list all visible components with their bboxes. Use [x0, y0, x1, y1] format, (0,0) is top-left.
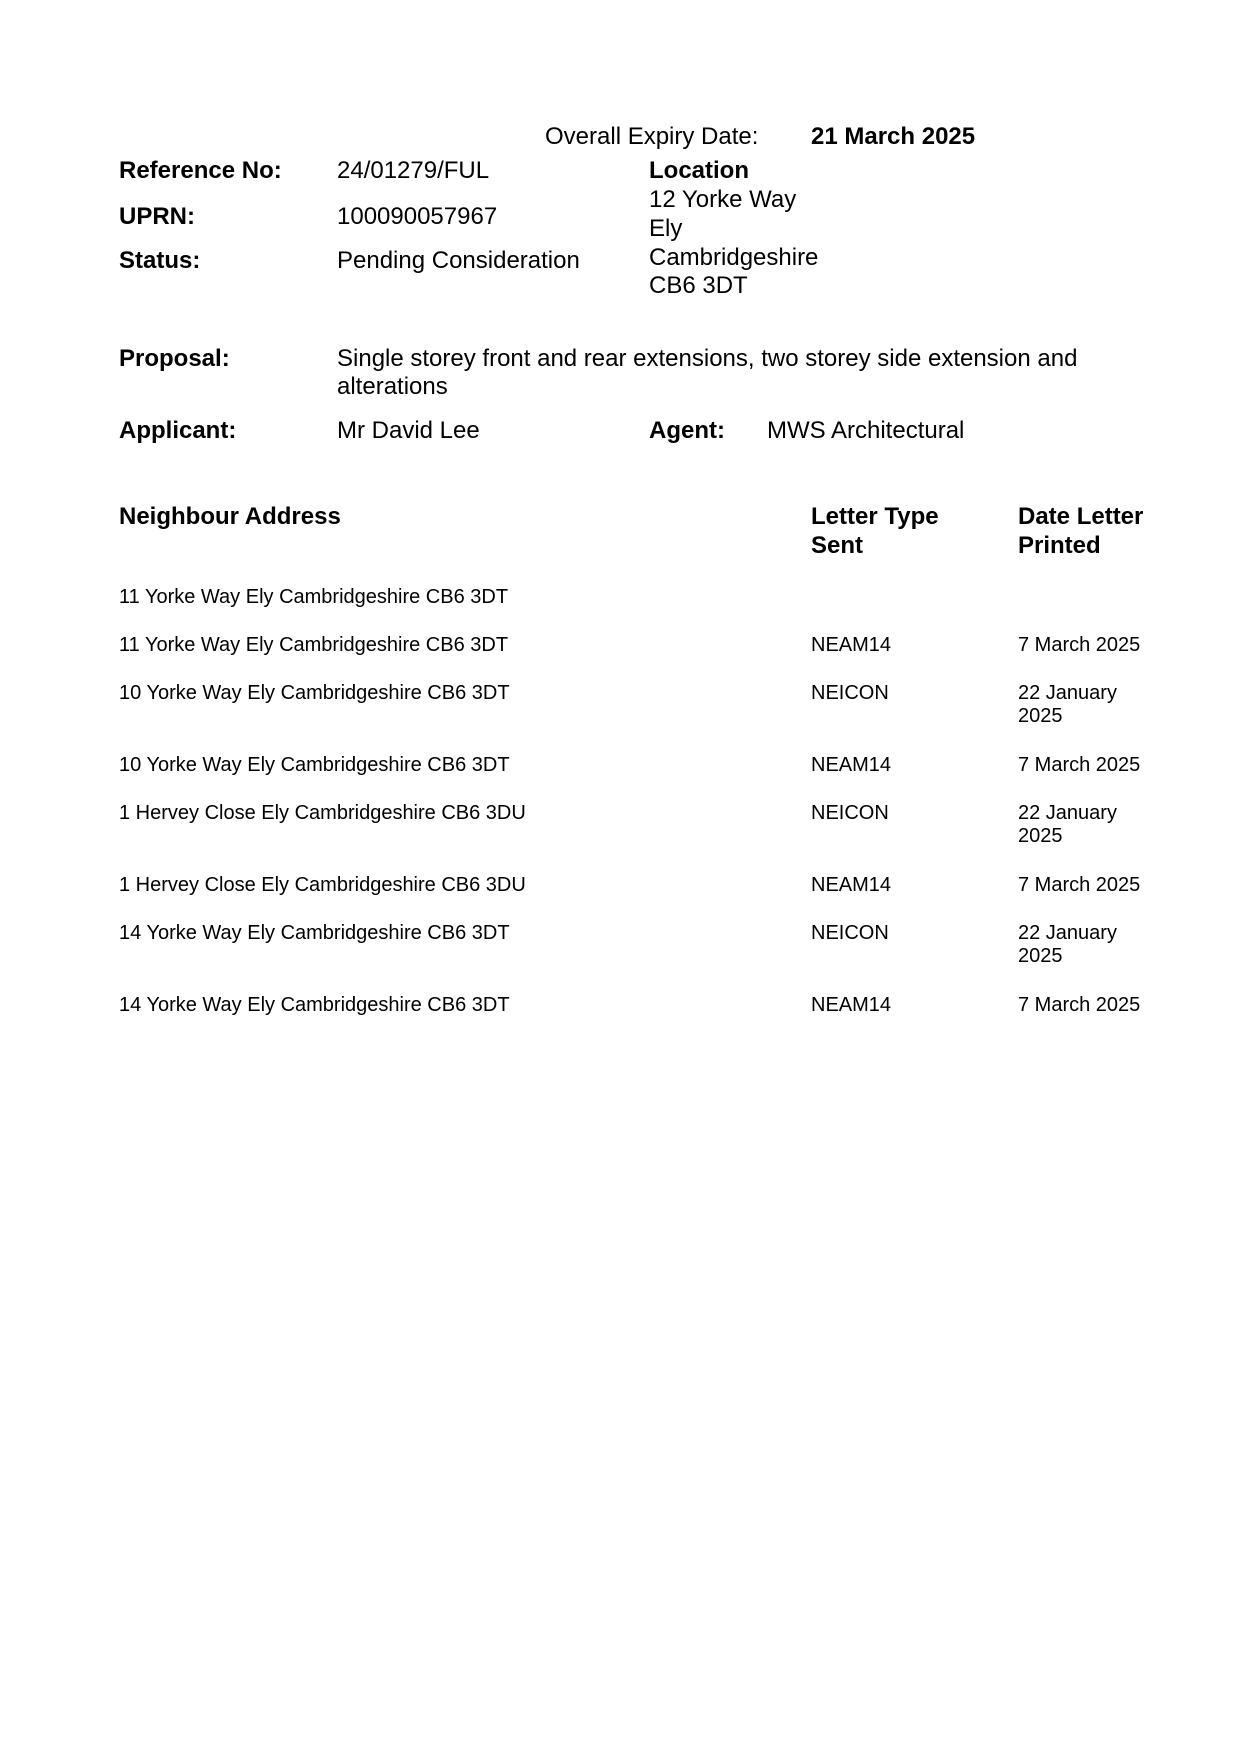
reference-label: Reference No: — [119, 157, 282, 184]
row-address: 14 Yorke Way Ely Cambridgeshire CB6 3DT — [119, 922, 510, 944]
row-address: 1 Hervey Close Ely Cambridgeshire CB6 3DU — [119, 874, 526, 896]
row-date: 7 March 2025 — [1018, 874, 1141, 896]
column-header-date: Date Letter — [1018, 503, 1144, 530]
status-label: Status: — [119, 247, 201, 274]
row-date: 7 March 2025 — [1018, 634, 1141, 656]
column-header-letter-type: Sent — [811, 532, 864, 559]
row-address: 10 Yorke Way Ely Cambridgeshire CB6 3DT — [119, 682, 510, 704]
row-address: 1 Hervey Close Ely Cambridgeshire CB6 3DU — [119, 802, 526, 824]
row-letter-type: NEAM14 — [811, 754, 892, 776]
expiry-label: Overall Expiry Date: — [545, 123, 759, 150]
location-line: Ely — [649, 215, 683, 242]
row-letter-type: NEICON — [811, 682, 889, 704]
location-line: Cambridgeshire — [649, 244, 819, 271]
row-date: 22 January — [1018, 682, 1117, 704]
uprn-label: UPRN: — [119, 203, 195, 230]
row-address: 11 Yorke Way Ely Cambridgeshire CB6 3DT — [119, 634, 509, 656]
row-letter-type: NEICON — [811, 922, 889, 944]
row-letter-type: NEAM14 — [811, 874, 892, 896]
applicant-value: Mr David Lee — [337, 417, 480, 444]
row-address: 11 Yorke Way Ely Cambridgeshire CB6 3DT — [119, 586, 509, 608]
location-line: CB6 3DT — [649, 272, 748, 299]
row-address: 14 Yorke Way Ely Cambridgeshire CB6 3DT — [119, 994, 510, 1016]
row-address: 10 Yorke Way Ely Cambridgeshire CB6 3DT — [119, 754, 510, 776]
column-header-address: Neighbour Address — [119, 503, 341, 530]
reference-value: 24/01279/FUL — [337, 157, 490, 184]
location-label: Location — [649, 157, 749, 184]
applicant-label: Applicant: — [119, 417, 237, 444]
column-header-date: Printed — [1018, 532, 1101, 559]
proposal-label: Proposal: — [119, 345, 230, 372]
row-date: 7 March 2025 — [1018, 994, 1141, 1016]
status-value: Pending Consideration — [337, 247, 580, 274]
row-date: 7 March 2025 — [1018, 754, 1141, 776]
agent-label: Agent: — [649, 417, 725, 444]
agent-value: MWS Architectural — [767, 417, 965, 444]
expiry-value: 21 March 2025 — [811, 123, 976, 150]
uprn-value: 100090057967 — [337, 203, 498, 230]
row-letter-type: NEICON — [811, 802, 889, 824]
row-letter-type: NEAM14 — [811, 634, 892, 656]
row-date: 2025 — [1018, 825, 1063, 847]
row-date: 22 January — [1018, 802, 1117, 824]
row-date: 22 January — [1018, 922, 1117, 944]
row-date: 2025 — [1018, 705, 1063, 727]
row-date: 2025 — [1018, 945, 1063, 967]
column-header-letter-type: Letter Type — [811, 503, 939, 530]
proposal-value: Single storey front and rear extensions, two storey side extension and alterations — [337, 345, 1078, 400]
location-line: 12 Yorke Way — [649, 186, 797, 213]
row-letter-type: NEAM14 — [811, 994, 892, 1016]
